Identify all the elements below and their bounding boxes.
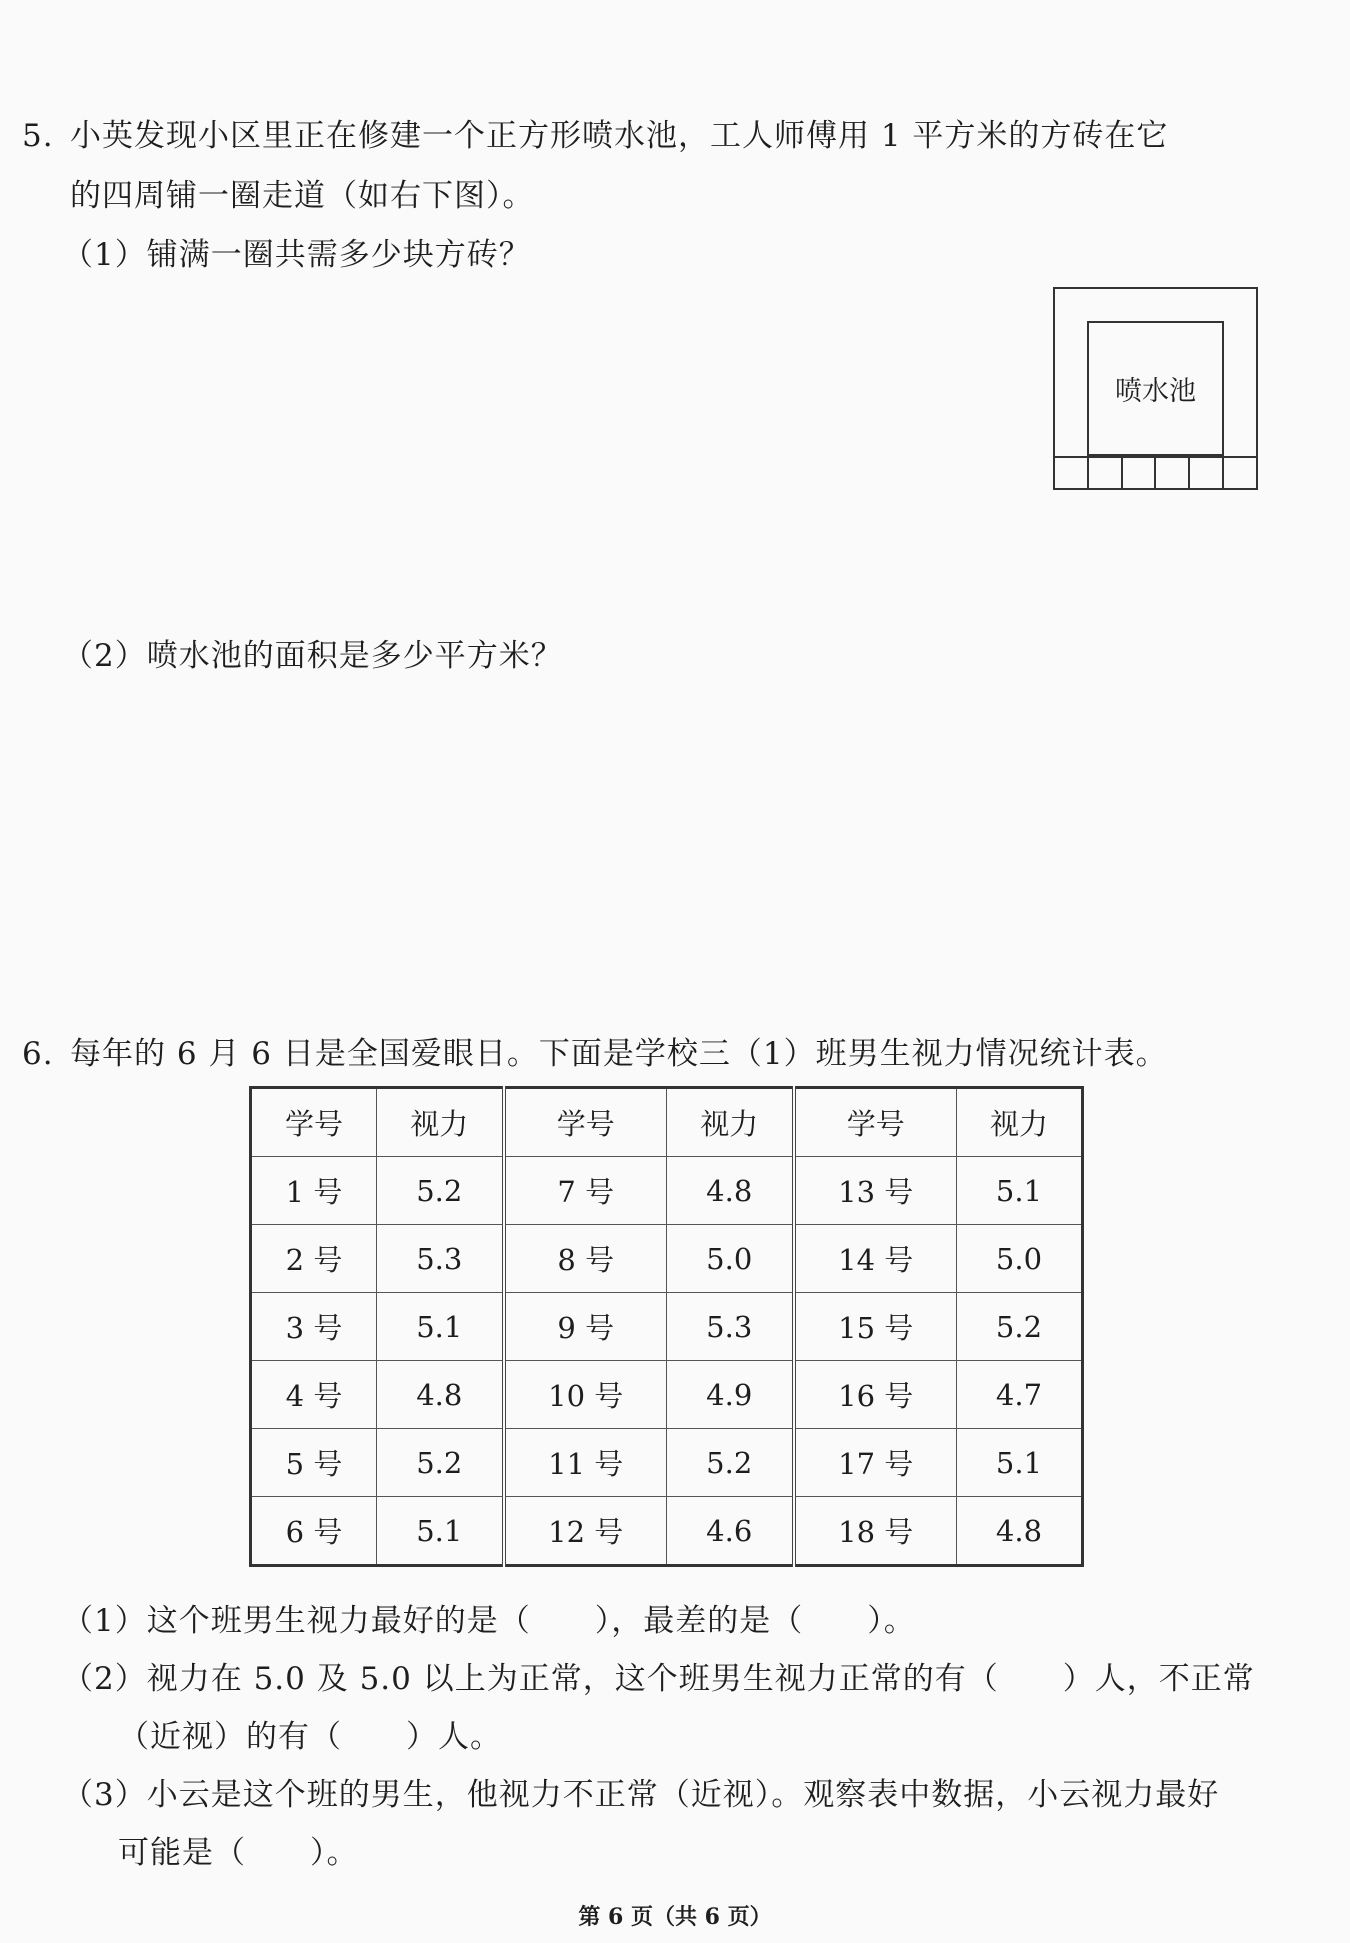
table-cell: 4.9 <box>666 1361 793 1429</box>
table-cell: 6 号 <box>251 1497 377 1566</box>
table-cell: 14 号 <box>794 1225 957 1293</box>
tile <box>1123 458 1157 488</box>
q5-sub2: （2）喷水池的面积是多少平方米？ <box>62 638 563 674</box>
fountain-label: 喷水池 <box>1115 376 1196 407</box>
q6-number: 6. <box>22 1036 54 1072</box>
table-row <box>251 1497 1083 1566</box>
table-cell: 18 号 <box>794 1497 957 1566</box>
table-header: 视力 <box>666 1088 793 1157</box>
table-header: 学号 <box>794 1088 957 1157</box>
table-cell: 5.1 <box>376 1497 503 1566</box>
table-cell: 4.8 <box>666 1157 793 1225</box>
table-cell: 5.3 <box>376 1225 503 1293</box>
table-cell: 8 号 <box>504 1225 667 1293</box>
q5-line-1 <box>22 110 1168 155</box>
q6-sub2-line1: （2）视力在 5.0 及 5.0 以上为正常，这个班男生视力正常的有（ ）人，不正常 <box>62 1661 1255 1697</box>
q6-line-1 <box>22 1028 1168 1073</box>
q5-text-1: 小英发现小区里正在修建一个正方形喷水池，工人师傅用 1 平方米的方砖在它 <box>70 118 1169 154</box>
q5-line-2: 的四周铺一圈走道（如右下图）。 <box>70 178 535 214</box>
fountain-pool <box>1087 321 1224 456</box>
tile <box>1190 458 1224 488</box>
q6-sub3-line1: （3）小云是这个班的男生，他视力不正常（近视）。观察表中数据，小云视力最好 <box>62 1777 1220 1813</box>
tile <box>1089 458 1123 488</box>
table-cell: 5.1 <box>376 1293 503 1361</box>
q6-intro: 每年的 6 月 6 日是全国爱眼日。下面是学校三（1）班男生视力情况统计表。 <box>70 1036 1168 1072</box>
table-cell: 13 号 <box>794 1157 957 1225</box>
q5-sub1: （1）铺满一圈共需多少块方砖？ <box>62 237 531 273</box>
table-cell: 5 号 <box>251 1429 377 1497</box>
tile-row <box>1055 456 1256 488</box>
table-cell: 5.2 <box>666 1429 793 1497</box>
table-cell: 5.0 <box>666 1225 793 1293</box>
table-header: 学号 <box>251 1088 377 1157</box>
table-cell: 12 号 <box>504 1497 667 1566</box>
table-cell: 2 号 <box>251 1225 377 1293</box>
tile <box>1156 458 1190 488</box>
q5-number: 5. <box>22 118 54 154</box>
table-cell: 4.7 <box>956 1361 1082 1429</box>
table-cell: 17 号 <box>794 1429 957 1497</box>
table-row <box>251 1361 1083 1429</box>
vision-table <box>249 1086 1084 1567</box>
table-cell: 3 号 <box>251 1293 377 1361</box>
table-cell: 5.1 <box>956 1429 1082 1497</box>
table-cell: 15 号 <box>794 1293 957 1361</box>
table-cell: 11 号 <box>504 1429 667 1497</box>
table-row <box>251 1429 1083 1497</box>
table-cell: 4.8 <box>956 1497 1082 1566</box>
table-row <box>251 1225 1083 1293</box>
table-header: 视力 <box>376 1088 503 1157</box>
table-cell: 7 号 <box>504 1157 667 1225</box>
table-cell: 5.2 <box>376 1157 503 1225</box>
page-footer: 第 6 页（共 6 页） <box>578 1904 772 1930</box>
table-cell: 5.2 <box>376 1429 503 1497</box>
q6-sub2-line2: （近视）的有（ ）人。 <box>118 1719 502 1755</box>
table-cell: 5.1 <box>956 1157 1082 1225</box>
table-cell: 4.8 <box>376 1361 503 1429</box>
table-cell: 5.2 <box>956 1293 1082 1361</box>
table-row <box>251 1293 1083 1361</box>
tile <box>1055 458 1089 488</box>
fountain-figure <box>1053 287 1258 490</box>
table-cell: 4.6 <box>666 1497 793 1566</box>
table-cell: 16 号 <box>794 1361 957 1429</box>
table-cell: 5.0 <box>956 1225 1082 1293</box>
table-header: 学号 <box>504 1088 667 1157</box>
table-cell: 9 号 <box>504 1293 667 1361</box>
q6-sub3-line2: 可能是（ ）。 <box>118 1835 359 1871</box>
table-cell: 4 号 <box>251 1361 377 1429</box>
table-cell: 10 号 <box>504 1361 667 1429</box>
tile <box>1224 458 1256 488</box>
table-header: 视力 <box>956 1088 1082 1157</box>
table-cell: 1 号 <box>251 1157 377 1225</box>
table-cell: 5.3 <box>666 1293 793 1361</box>
table-header-row <box>251 1088 1083 1157</box>
q6-sub1: （1）这个班男生视力最好的是（ ），最差的是（ ）。 <box>62 1603 916 1639</box>
table-row <box>251 1157 1083 1225</box>
